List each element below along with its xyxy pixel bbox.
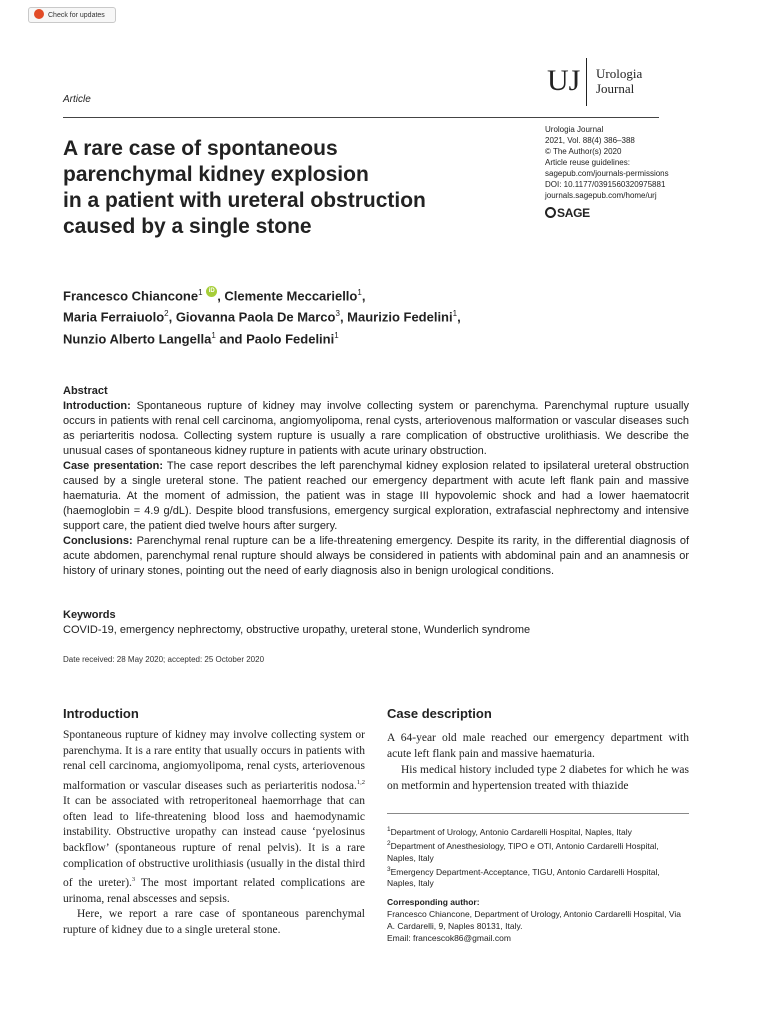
affiliation-sup: 1 — [334, 330, 339, 340]
abstract-introduction — [63, 399, 689, 459]
permissions-link[interactable]: sagepub.com/journals-permissions — [545, 169, 669, 178]
citation-ref[interactable]: 3 — [131, 876, 136, 884]
case-description-body — [387, 730, 689, 794]
update-icon — [34, 9, 44, 19]
corresponding-heading: Corresponding author: — [387, 897, 480, 907]
case-paragraph: His medical history included type 2 diabetes for which he was on metformin and hypertension treated with thiazide — [387, 764, 689, 792]
abstract-concl-label: Conclusions: — [63, 535, 133, 547]
journal-name-line1: Urologia — [596, 66, 643, 81]
introduction-paragraph — [63, 728, 365, 907]
affiliation-sup: 1 — [452, 309, 458, 319]
journal-info — [545, 124, 685, 201]
article-type-label: Article — [63, 94, 91, 105]
author-separator: , — [457, 309, 461, 325]
dates-line: Date received: 28 May 2020; accepted: 25 October 2020 — [63, 655, 265, 664]
journal-name-line2: Journal — [596, 81, 635, 96]
author-name: and Paolo Fedelini — [215, 330, 335, 346]
journal-info-line: 2021, Vol. 88(4) 386–388 — [545, 136, 635, 145]
intro-text: Spontaneous rupture of kidney may involve collecting system or parenchyma. It is a rare entity that usually occurs in patients with renal cell carcinoma, angiomyolipoma, renal cysts, arteriovenous malformation or vascular diseases such as periarteritis nodosa. — [63, 729, 365, 792]
corresponding-email[interactable]: Email: francescok86@gmail.com — [387, 933, 511, 943]
publisher-name: SAGE — [557, 206, 590, 220]
case-paragraph: A 64-year old male reached our emergency department with acute left flank pain and massive haematuria. — [387, 732, 689, 760]
title-line: caused by a single stone — [63, 215, 312, 238]
author-name: , Clemente Meccariello — [217, 288, 358, 304]
abstract-case — [63, 459, 689, 534]
abstract-concl-text: Parenchymal renal rupture can be a life-threatening emergency. Despite its rarity, in the differential diagnosis of acute abdomen, parenchymal renal rupture should always be considered in patients with abdominal pain and an anamnesis or history of urinary stones, pointing out the need of early diagnosis also in benign urological conditions. — [63, 535, 689, 577]
affiliation-sup: 1 — [357, 288, 362, 297]
abstract-case-text: The case report describes the left parenchymal kidney explosion related to ipsilateral ureteral obstruction caused by a single ureteral stone. The patient reached our emergency department with acute left flank pain and massive haematuria. At the moment of admission, the patient was in stage III hypovolemic shock and had a lower haematocrit (haemoglobin = 4.9 g/dL). Despite blood transfusions, emergency surgical exploration, extrafascial nephrectomy and intensive support care, the patient died twelve hours after surgery. — [63, 460, 689, 532]
introduction-heading: Introduction — [63, 706, 139, 721]
affiliation-number: 1 — [387, 826, 391, 833]
logo-divider — [586, 58, 587, 106]
keywords-heading: Keywords — [63, 609, 116, 621]
abstract-intro-label: Introduction: — [63, 400, 131, 412]
abstract-conclusions — [63, 534, 689, 579]
corresponding-address: Francesco Chiancone, Department of Urology, Antonio Cardarelli Hospital, Via A. Cardarelli, 9, Naples 80131, Italy. — [387, 909, 682, 931]
keywords-section — [63, 608, 689, 638]
orcid-icon[interactable]: iD — [206, 286, 217, 297]
abstract-section — [63, 384, 689, 579]
author-name: , Maurizio Fedelini — [339, 309, 453, 325]
affiliations-list — [387, 824, 689, 889]
header-divider — [63, 117, 659, 118]
affiliation-number: 2 — [387, 839, 391, 847]
citation-ref[interactable]: 1,2 — [356, 778, 365, 786]
affiliation-sup: 1 — [198, 288, 203, 297]
journal-info-line: © The Author(s) 2020 — [545, 147, 622, 156]
sage-logo — [545, 206, 590, 220]
title-line: A rare case of spontaneous — [63, 137, 338, 160]
intro-text: The most important related complications are urinoma, renal abscesses and sepsis. — [63, 877, 365, 905]
corresponding-author — [387, 896, 689, 944]
affiliation-text: Department of Anesthesiology, TIPO e OTI, Antonio Cardarelli Hospital, Naples, Italy — [387, 840, 659, 863]
affiliation-item — [387, 864, 689, 890]
journal-info-line: Urologia Journal — [545, 125, 604, 134]
author-name: Maria Ferraiuolo — [63, 309, 165, 325]
title-line: parenchymal kidney explosion — [63, 163, 369, 186]
check-for-updates-label: Check for updates — [48, 12, 105, 19]
footnote-divider — [387, 813, 689, 814]
journal-home-link[interactable]: journals.sagepub.com/home/urj — [545, 191, 657, 200]
sage-symbol-icon — [545, 207, 556, 218]
journal-name — [596, 66, 642, 96]
abstract-heading: Abstract — [63, 385, 108, 397]
introduction-body — [63, 728, 365, 938]
affiliation-sup: 3 — [335, 309, 340, 319]
affiliation-text: Emergency Department-Acceptance, TIGU, Antonio Cardarelli Hospital, Naples, Italy — [387, 866, 660, 889]
doi-link[interactable]: DOI: 10.1177/0391560320975881 — [545, 180, 666, 189]
author-name: , Giovanna Paola De Marco — [168, 309, 336, 325]
journal-logo: UJ — [547, 64, 581, 97]
abstract-case-label: Case presentation: — [63, 460, 164, 472]
author-name: Francesco Chiancone — [63, 288, 199, 304]
keywords-text: COVID-19, emergency nephrectomy, obstructive uropathy, ureteral stone, Wunderlich syndrome — [63, 624, 531, 636]
affiliation-number: 3 — [387, 865, 391, 873]
article-title — [63, 136, 493, 240]
author-list — [63, 284, 563, 348]
affiliation-text: Department of Urology, Antonio Cardarelli Hospital, Naples, Italy — [390, 826, 632, 837]
affiliation-item — [387, 838, 689, 864]
introduction-paragraph: Here, we report a rare case of spontaneous parenchymal rupture of kidney due to a single ureteral stone. — [63, 908, 365, 936]
author-separator: , — [361, 288, 366, 304]
case-description-heading: Case description — [387, 706, 492, 721]
check-for-updates-button[interactable] — [28, 7, 116, 23]
journal-info-line: Article reuse guidelines: — [545, 158, 630, 167]
affiliation-item — [387, 824, 689, 838]
affiliation-sup: 1 — [211, 330, 216, 340]
author-name: Nunzio Alberto Langella — [63, 330, 212, 346]
title-line: in a patient with ureteral obstruction — [63, 189, 426, 212]
intro-text: It can be associated with retroperitoneal haemorrhage that can often lead to life-threatening blood loss and haemodynamic instability. Obstructive uropathy can instead cause ‘pyelosinus backflow’ (spontaneous rupture of renal pelvis). It is a rare complication of obstructive urolithiasis (usually in the distal third of the ureter). — [63, 795, 365, 889]
affiliation-sup: 2 — [164, 309, 169, 319]
abstract-intro-text: Spontaneous rupture of kidney may involve collecting system or parenchyma. Parenchymal rupture usually occurs in patients with renal cell carcinoma, angiomyolipoma, renal cysts, arteriovenous malformation or vascular diseases such as periarteritis nodosa. Collecting system rupture is usually a rare complication of obstructive urolithiasis. We describe the unusual cases of spontaneous kidney rupture in patients with acute urinary obstruction. — [63, 400, 689, 457]
